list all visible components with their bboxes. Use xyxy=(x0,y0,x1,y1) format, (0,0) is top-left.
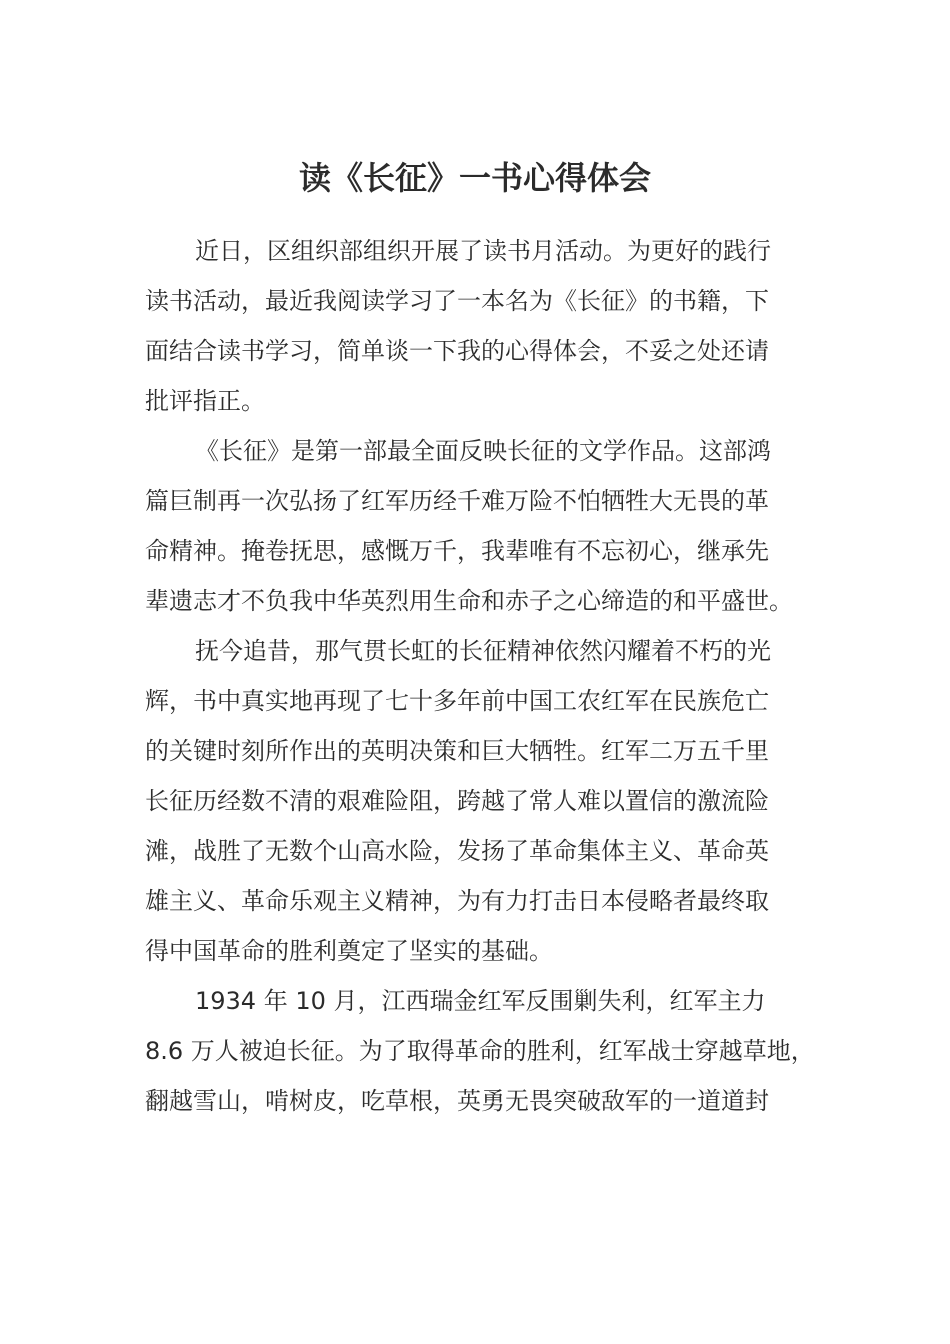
text-line: 面结合读书学习，简单谈一下我的心得体会，不妥之处还请 xyxy=(145,337,769,365)
text-line: 的关键时刻所作出的英明决策和巨大牺牲。红军二万五千里 xyxy=(145,737,769,765)
text-line: 滩，战胜了无数个山高水险，发扬了革命集体主义、革命英 xyxy=(145,837,769,865)
text-line: 篇巨制再一次弘扬了红军历经千难万险不怕牺牲大无畏的革 xyxy=(145,487,769,515)
text-line: 批评指正。 xyxy=(145,387,265,415)
text-line: 8.6 万人被迫长征。为了取得革命的胜利，红军战士穿越草地， xyxy=(145,1037,815,1065)
text-line: 得中国革命的胜利奠定了坚实的基础。 xyxy=(145,937,553,965)
text-line: 命精神。掩卷抚思，感慨万千，我辈唯有不忘初心，继承先 xyxy=(145,537,769,565)
text-line: 雄主义、革命乐观主义精神，为有力打击日本侵略者最终取 xyxy=(145,887,769,915)
document-body xyxy=(145,226,845,1126)
text-line: 读书活动，最近我阅读学习了一本名为《长征》的书籍，下 xyxy=(145,287,769,315)
document-title: 读《长征》一书心得体会 xyxy=(298,159,651,197)
text-line: 近日，区组织部组织开展了读书月活动。为更好的践行 xyxy=(195,237,771,265)
text-line: 翻越雪山，啃树皮，吃草根，英勇无畏突破敌军的一道道封 xyxy=(145,1087,769,1115)
text-line: 《长征》是第一部最全面反映长征的文学作品。这部鸿 xyxy=(195,437,771,465)
text-line: 抚今追昔，那气贯长虹的长征精神依然闪耀着不朽的光 xyxy=(195,637,771,665)
text-line: 辈遗志才不负我中华英烈用生命和赤子之心缔造的和平盛世。 xyxy=(145,587,793,615)
text-line: 1934 年 10 月，江西瑞金红军反围剿失利，红军主力 xyxy=(195,987,766,1015)
text-line: 辉，书中真实地再现了七十多年前中国工农红军在民族危亡 xyxy=(145,687,769,715)
text-line: 长征历经数不清的艰难险阻，跨越了常人难以置信的激流险 xyxy=(145,787,769,815)
